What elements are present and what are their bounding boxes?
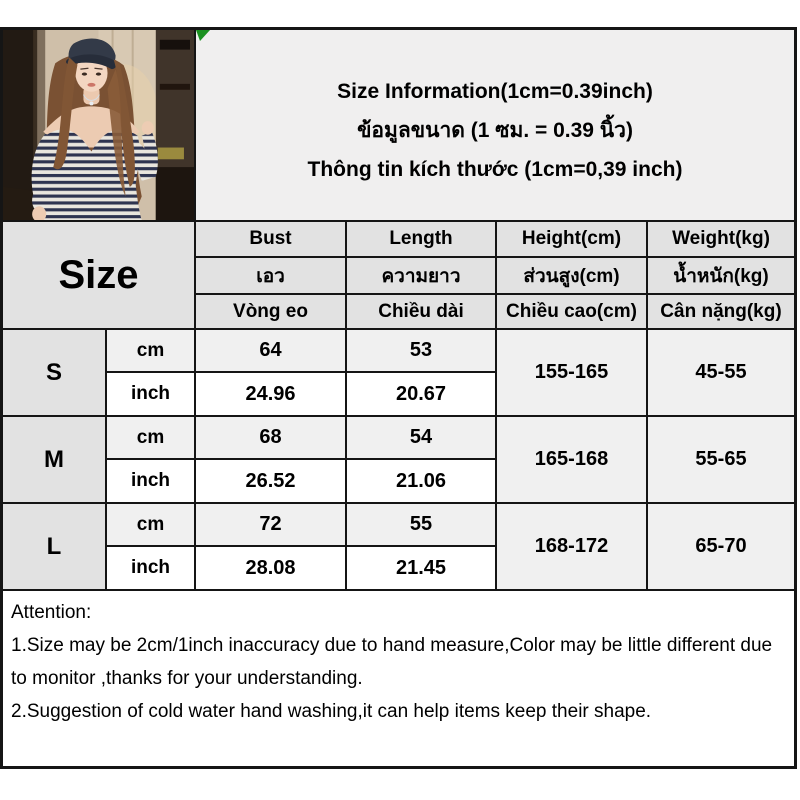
row-m-bust-cm: 68: [196, 417, 345, 458]
header-weight-en: Weight(kg): [648, 222, 794, 256]
attention-notes: [3, 591, 794, 766]
row-l-bust-inch: 28.08: [196, 547, 345, 589]
header-height-en: Height(cm): [497, 222, 646, 256]
row-l-length-cm: 55: [347, 504, 495, 545]
green-corner-flag-icon: [196, 30, 210, 41]
size-chart-grid: [3, 30, 794, 766]
row-m-unit-inch: inch: [107, 460, 194, 502]
row-l-label: L: [3, 504, 105, 589]
row-s-weight: 45-55: [648, 330, 794, 415]
row-m-length-cm: 54: [347, 417, 495, 458]
product-photo: [3, 30, 194, 220]
row-m-weight: 55-65: [648, 417, 794, 502]
row-m-unit-cm: cm: [107, 417, 194, 458]
row-s-unit-cm: cm: [107, 330, 194, 371]
header-length-en: Length: [347, 222, 495, 256]
row-s-length-cm: 53: [347, 330, 495, 371]
header-height-vi: Chiều cao(cm): [497, 295, 646, 328]
attention-heading: Attention:: [11, 602, 92, 623]
row-m-length-inch: 21.06: [347, 460, 495, 502]
row-s-length-inch: 20.67: [347, 373, 495, 415]
header-bust-en: Bust: [196, 222, 345, 256]
row-m-label: M: [3, 417, 105, 502]
title-th: ข้อมูลขนาด (1 ซม. = 0.39 นิ้ว): [357, 119, 633, 142]
row-s-height: 155-165: [497, 330, 646, 415]
row-l-weight: 65-70: [648, 504, 794, 589]
row-s-bust-cm: 64: [196, 330, 345, 371]
row-m-bust-inch: 26.52: [196, 460, 345, 502]
row-l-height: 168-172: [497, 504, 646, 589]
row-m-height: 165-168: [497, 417, 646, 502]
header-length-vi: Chiều dài: [347, 295, 495, 328]
header-weight-vi: Cân nặng(kg): [648, 295, 794, 328]
header-bust-th: เอว: [196, 258, 345, 293]
title-en: Size Information(1cm=0.39inch): [337, 80, 653, 103]
title-block: [196, 30, 794, 220]
row-l-unit-cm: cm: [107, 504, 194, 545]
row-s-bust-inch: 24.96: [196, 373, 345, 415]
attention-note-1: 1.Size may be 2cm/1inch inaccuracy due to hand measure,Color may be little different due to monitor ,thanks for your understanding.: [11, 635, 773, 689]
attention-note-2: 2.Suggestion of cold water hand washing,it can help items keep their shape.: [11, 701, 652, 722]
size-chart-sheet: [0, 27, 797, 769]
header-bust-vi: Vòng eo: [196, 295, 345, 328]
row-l-bust-cm: 72: [196, 504, 345, 545]
title-vi: Thông tin kích thước (1cm=0,39 inch): [307, 158, 683, 181]
row-l-unit-inch: inch: [107, 547, 194, 589]
size-corner-label: Size: [3, 222, 194, 328]
header-length-th: ความยาว: [347, 258, 495, 293]
header-height-th: ส่วนสูง(cm): [497, 258, 646, 293]
header-weight-th: น้ำหนัก(kg): [648, 258, 794, 293]
row-s-label: S: [3, 330, 105, 415]
model-photo-illustration: [3, 30, 194, 220]
row-s-unit-inch: inch: [107, 373, 194, 415]
row-l-length-inch: 21.45: [347, 547, 495, 589]
